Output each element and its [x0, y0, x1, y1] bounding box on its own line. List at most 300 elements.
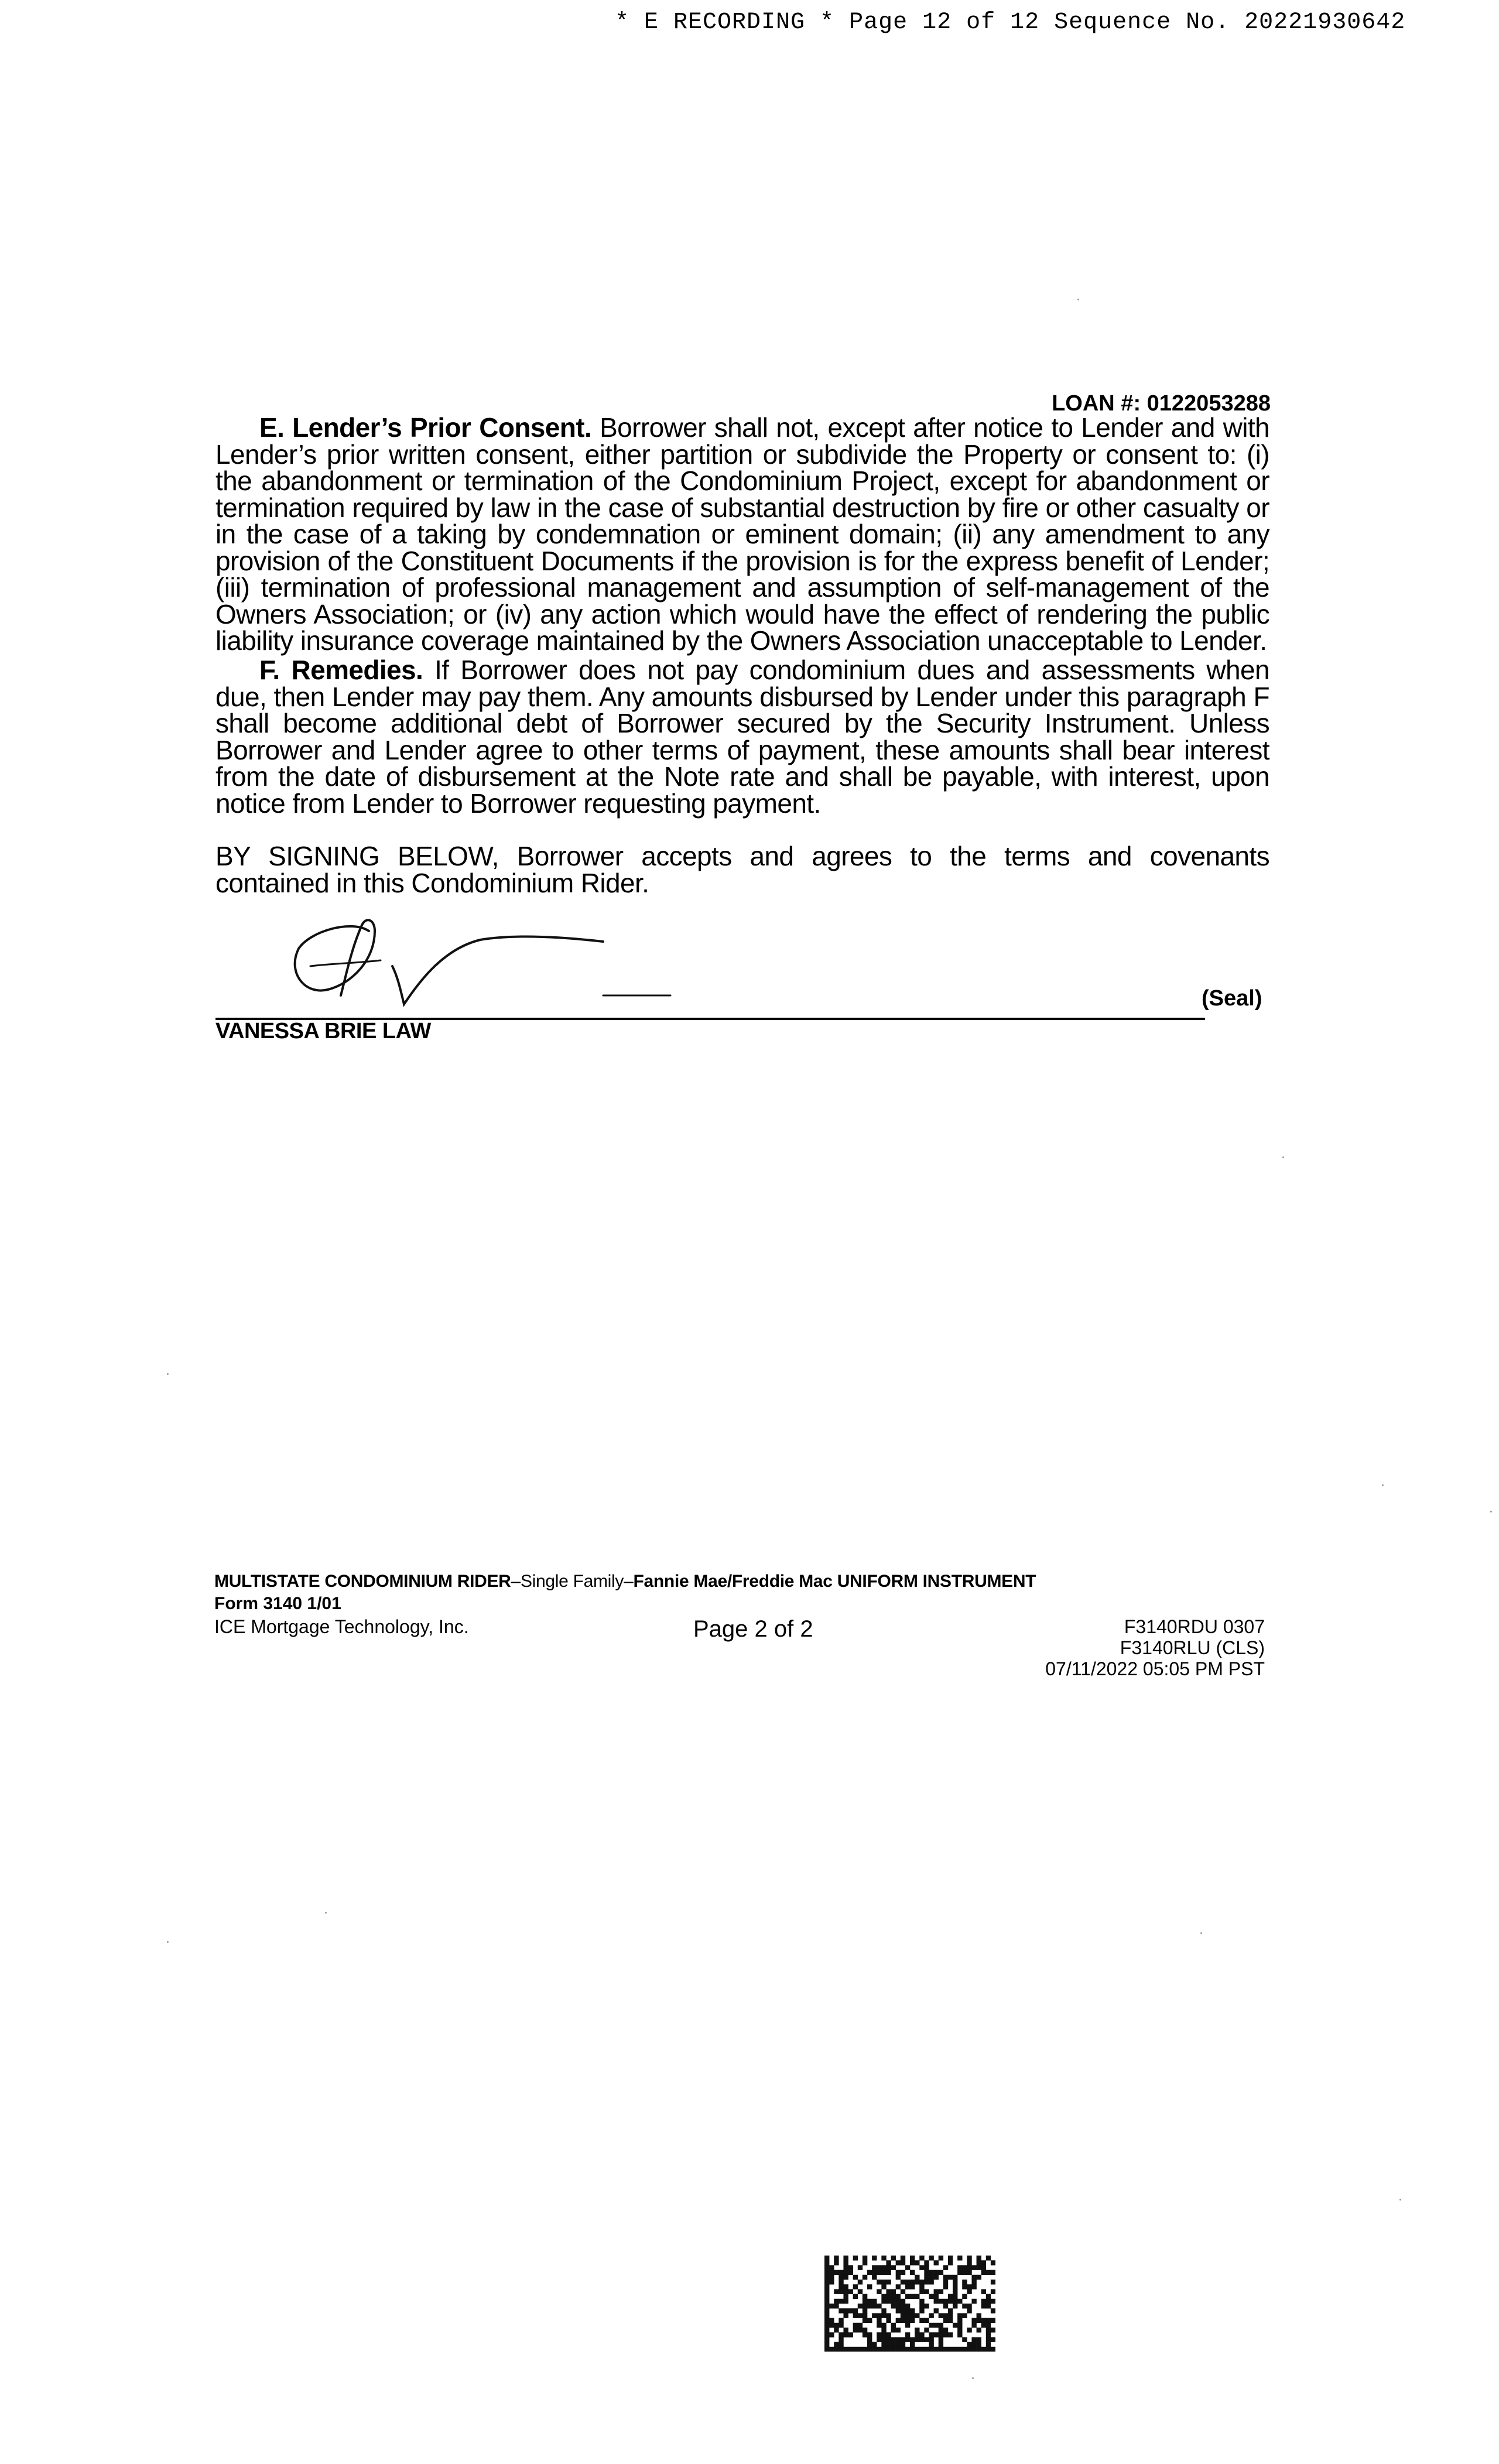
barcode-module — [991, 2328, 995, 2333]
barcode-module — [824, 2342, 829, 2347]
barcode-module — [867, 2270, 872, 2275]
barcode-module — [971, 2275, 976, 2280]
barcode-module — [886, 2342, 891, 2347]
barcode-module — [896, 2318, 901, 2323]
barcode-module — [867, 2318, 872, 2323]
barcode-module — [839, 2289, 843, 2294]
barcode-module — [948, 2313, 953, 2318]
barcode-module — [867, 2299, 872, 2304]
barcode-module — [886, 2265, 891, 2270]
barcode-module — [971, 2337, 976, 2342]
footer-timestamp: 07/11/2022 05:05 PM PST — [1045, 1658, 1265, 1679]
barcode-module — [843, 2294, 848, 2299]
barcode-module — [948, 2294, 953, 2299]
barcode-module — [948, 2299, 953, 2304]
barcode-module — [853, 2275, 858, 2280]
barcode-module — [886, 2294, 891, 2299]
seal-label: (Seal) — [1202, 986, 1262, 1011]
barcode-module — [915, 2337, 919, 2342]
barcode-module — [824, 2304, 829, 2309]
barcode-module — [967, 2270, 971, 2275]
barcode-module — [863, 2313, 867, 2318]
barcode-module — [829, 2323, 834, 2328]
barcode-module — [991, 2270, 995, 2275]
barcode-module — [981, 2318, 986, 2323]
barcode-module — [843, 2265, 848, 2270]
barcode-module — [891, 2294, 896, 2299]
barcode-module — [977, 2260, 981, 2265]
barcode-module — [986, 2318, 991, 2323]
barcode-module — [896, 2337, 901, 2342]
barcode-module — [896, 2275, 901, 2280]
barcode-module — [901, 2318, 905, 2323]
barcode-module — [943, 2313, 948, 2318]
barcode-module — [986, 2299, 991, 2304]
barcode-module — [981, 2299, 986, 2304]
barcode-module — [858, 2328, 863, 2333]
barcode-module — [853, 2284, 858, 2290]
barcode-module — [863, 2275, 867, 2280]
barcode-module — [877, 2304, 881, 2309]
barcode-module — [891, 2289, 896, 2294]
barcode-module — [824, 2318, 829, 2323]
barcode-module — [848, 2289, 853, 2294]
barcode-module — [948, 2256, 953, 2261]
barcode-module — [957, 2318, 962, 2323]
barcode-module — [839, 2342, 843, 2347]
barcode-module — [853, 2308, 858, 2314]
barcode-module — [843, 2328, 848, 2333]
barcode-module — [977, 2265, 981, 2270]
barcode-module — [839, 2280, 843, 2285]
barcode-module — [953, 2284, 957, 2290]
barcode-module — [939, 2328, 943, 2333]
barcode-module — [834, 2256, 839, 2261]
barcode-module — [858, 2289, 863, 2294]
barcode-module — [901, 2260, 905, 2265]
barcode-module — [981, 2323, 986, 2328]
barcode-module — [824, 2280, 829, 2285]
barcode-module — [957, 2313, 962, 2318]
barcode-module — [934, 2347, 939, 2352]
barcode-module — [867, 2337, 872, 2342]
barcode-module — [939, 2332, 943, 2338]
barcode-module — [967, 2347, 971, 2352]
barcode-module — [948, 2308, 953, 2314]
barcode-module — [834, 2270, 839, 2275]
barcode-module — [863, 2299, 867, 2304]
barcode-module — [905, 2313, 910, 2318]
scan-speck — [325, 1912, 327, 1914]
barcode-module — [881, 2294, 886, 2299]
barcode-module — [824, 2328, 829, 2333]
barcode-module — [986, 2332, 991, 2338]
barcode-module — [981, 2304, 986, 2309]
barcode-module — [881, 2323, 886, 2328]
signing-statement — [215, 843, 1269, 896]
barcode-module — [839, 2323, 843, 2328]
barcode-module — [839, 2299, 843, 2304]
barcode-module — [919, 2337, 924, 2342]
barcode-module — [853, 2294, 858, 2299]
barcode-module — [953, 2294, 957, 2299]
barcode-module — [881, 2299, 886, 2304]
barcode-module — [824, 2260, 829, 2265]
barcode-module — [986, 2270, 991, 2275]
barcode-module — [991, 2280, 995, 2285]
barcode-module — [939, 2342, 943, 2347]
barcode-module — [839, 2347, 843, 2352]
footer-title-part-2: –Single Family– — [511, 1572, 634, 1591]
barcode-module — [843, 2256, 848, 2261]
barcode-module — [929, 2313, 933, 2318]
barcode-module — [962, 2280, 967, 2285]
barcode-module — [924, 2347, 929, 2352]
barcode-module — [934, 2332, 939, 2338]
barcode-module — [901, 2308, 905, 2314]
footer-form-number: Form 3140 1/01 — [214, 1594, 341, 1613]
barcode-module — [910, 2318, 915, 2323]
barcode-module — [919, 2304, 924, 2309]
barcode-module — [867, 2342, 872, 2347]
barcode-module — [881, 2332, 886, 2338]
barcode-module — [919, 2256, 924, 2261]
barcode-module — [967, 2308, 971, 2314]
section-e-body: Borrower shall not, except after notice to Lender and with Lender’s prior written consent, either partition or subdivide the Property or consent to: (i) the abandonment or termination of the Condominium Project, except for abandonment or termination required by law in the case of substantial destruction by fire or other casualty or in the case of a taking by condemnation or eminent domain; (ii) any amendment to any provision of the Constituent Documents if the provision is for the express benefit of Lender; (iii) termination of professional management and assumption of self-management of the Owners Association; or (iv) any action which would have the effect of rendering the public liability insurance coverage maintained by the Owners Association unacceptable to Lender. — [215, 412, 1270, 656]
barcode-module — [910, 2308, 915, 2314]
barcode-module — [886, 2260, 891, 2265]
datamatrix-barcode — [824, 2256, 995, 2352]
barcode-module — [977, 2313, 981, 2318]
barcode-module — [981, 2265, 986, 2270]
barcode-module — [957, 2256, 962, 2261]
barcode-module — [829, 2265, 834, 2270]
barcode-module — [872, 2275, 877, 2280]
barcode-module — [967, 2284, 971, 2290]
barcode-module — [872, 2270, 877, 2275]
barcode-module — [962, 2294, 967, 2299]
barcode-module — [919, 2289, 924, 2294]
barcode-module — [967, 2265, 971, 2270]
barcode-module — [863, 2328, 867, 2333]
barcode-module — [901, 2304, 905, 2309]
barcode-module — [915, 2332, 919, 2338]
footer-codes — [984, 1616, 1265, 1679]
barcode-module — [877, 2337, 881, 2342]
barcode-module — [824, 2308, 829, 2314]
loan-number: LOAN #: 0122053288 — [1052, 391, 1271, 416]
barcode-module — [957, 2332, 962, 2338]
barcode-module — [839, 2308, 843, 2314]
barcode-module — [910, 2342, 915, 2347]
barcode-module — [924, 2318, 929, 2323]
barcode-module — [886, 2289, 891, 2294]
barcode-module — [843, 2308, 848, 2314]
signer-name: VANESSA BRIE LAW — [215, 1019, 431, 1043]
barcode-module — [981, 2260, 986, 2265]
barcode-module — [957, 2265, 962, 2270]
barcode-module — [957, 2347, 962, 2352]
barcode-module — [943, 2275, 948, 2280]
barcode-module — [934, 2308, 939, 2314]
barcode-module — [943, 2284, 948, 2290]
barcode-module — [829, 2304, 834, 2309]
scan-speck — [1382, 1484, 1384, 1486]
barcode-module — [929, 2337, 933, 2342]
barcode-module — [881, 2265, 886, 2270]
barcode-module — [971, 2280, 976, 2285]
barcode-module — [943, 2328, 948, 2333]
barcode-module — [915, 2260, 919, 2265]
barcode-module — [962, 2337, 967, 2342]
barcode-module — [977, 2275, 981, 2280]
barcode-module — [910, 2347, 915, 2352]
barcode-module — [948, 2260, 953, 2265]
barcode-module — [943, 2299, 948, 2304]
barcode-module — [962, 2347, 967, 2352]
barcode-module — [863, 2304, 867, 2309]
barcode-module — [829, 2275, 834, 2280]
barcode-module — [896, 2294, 901, 2299]
barcode-module — [962, 2304, 967, 2309]
barcode-module — [877, 2318, 881, 2323]
barcode-module — [872, 2265, 877, 2270]
barcode-module — [896, 2270, 901, 2275]
barcode-module — [981, 2270, 986, 2275]
barcode-module — [957, 2323, 962, 2328]
barcode-module — [977, 2342, 981, 2347]
barcode-module — [853, 2313, 858, 2318]
scan-speck — [1399, 2199, 1401, 2201]
barcode-module — [901, 2256, 905, 2261]
barcode-module — [901, 2270, 905, 2275]
footer-title — [214, 1572, 1036, 1592]
barcode-module — [943, 2347, 948, 2352]
barcode-module — [962, 2284, 967, 2290]
barcode-module — [977, 2318, 981, 2323]
barcode-module — [886, 2332, 891, 2338]
barcode-module — [896, 2260, 901, 2265]
barcode-module — [867, 2332, 872, 2338]
barcode-module — [886, 2280, 891, 2285]
barcode-module — [953, 2275, 957, 2280]
barcode-module — [981, 2289, 986, 2294]
barcode-module — [881, 2280, 886, 2285]
barcode-module — [910, 2280, 915, 2285]
barcode-module — [957, 2328, 962, 2333]
scan-speck — [1490, 1511, 1492, 1512]
barcode-module — [929, 2347, 933, 2352]
barcode-module — [919, 2332, 924, 2338]
barcode-module — [886, 2337, 891, 2342]
barcode-module — [971, 2284, 976, 2290]
barcode-module — [967, 2260, 971, 2265]
barcode-module — [881, 2313, 886, 2318]
barcode-module — [896, 2284, 901, 2290]
barcode-module — [991, 2318, 995, 2323]
barcode-module — [872, 2299, 877, 2304]
barcode-module — [924, 2270, 929, 2275]
barcode-module — [924, 2337, 929, 2342]
barcode-module — [991, 2299, 995, 2304]
barcode-module — [905, 2308, 910, 2314]
barcode-module — [863, 2332, 867, 2338]
barcode-module — [910, 2260, 915, 2265]
barcode-module — [939, 2256, 943, 2261]
barcode-module — [919, 2265, 924, 2270]
barcode-module — [967, 2256, 971, 2261]
barcode-module — [929, 2275, 933, 2280]
barcode-module — [943, 2318, 948, 2323]
barcode-module — [939, 2299, 943, 2304]
barcode-module — [919, 2280, 924, 2285]
barcode-module — [891, 2337, 896, 2342]
barcode-module — [924, 2275, 929, 2280]
barcode-module — [839, 2337, 843, 2342]
barcode-module — [943, 2304, 948, 2309]
barcode-module — [891, 2328, 896, 2333]
barcode-module — [843, 2275, 848, 2280]
barcode-module — [967, 2328, 971, 2333]
barcode-module — [877, 2265, 881, 2270]
barcode-module — [939, 2289, 943, 2294]
barcode-module — [877, 2270, 881, 2275]
barcode-module — [939, 2347, 943, 2352]
barcode-module — [829, 2280, 834, 2285]
barcode-module — [948, 2318, 953, 2323]
barcode-module — [919, 2318, 924, 2323]
section-f-heading: F. Remedies. — [259, 655, 423, 685]
barcode-module — [991, 2347, 995, 2352]
barcode-module — [848, 2332, 853, 2338]
barcode-module — [905, 2294, 910, 2299]
barcode-module — [881, 2347, 886, 2352]
barcode-module — [967, 2304, 971, 2309]
barcode-module — [872, 2347, 877, 2352]
barcode-module — [896, 2304, 901, 2309]
barcode-module — [905, 2337, 910, 2342]
barcode-module — [853, 2323, 858, 2328]
scan-speck — [1282, 1156, 1284, 1158]
barcode-module — [843, 2332, 848, 2338]
barcode-module — [853, 2256, 858, 2261]
barcode-module — [824, 2275, 829, 2280]
barcode-module — [929, 2256, 933, 2261]
barcode-module — [905, 2284, 910, 2290]
barcode-module — [919, 2284, 924, 2290]
barcode-module — [901, 2280, 905, 2285]
barcode-module — [915, 2328, 919, 2333]
barcode-module — [896, 2342, 901, 2347]
barcode-module — [858, 2347, 863, 2352]
barcode-module — [943, 2280, 948, 2285]
barcode-module — [915, 2275, 919, 2280]
barcode-module — [824, 2256, 829, 2261]
barcode-module — [829, 2332, 834, 2338]
barcode-module — [877, 2280, 881, 2285]
footer-code-1: F3140RDU 0307 — [1124, 1616, 1265, 1637]
barcode-module — [901, 2342, 905, 2347]
barcode-module — [834, 2289, 839, 2294]
barcode-module — [986, 2328, 991, 2333]
barcode-module — [843, 2347, 848, 2352]
barcode-module — [858, 2280, 863, 2285]
barcode-module — [962, 2270, 967, 2275]
footer-company: ICE Mortgage Technology, Inc. — [214, 1616, 469, 1637]
barcode-module — [891, 2299, 896, 2304]
barcode-module — [877, 2347, 881, 2352]
barcode-module — [863, 2318, 867, 2323]
scan-speck — [1077, 299, 1079, 300]
barcode-module — [971, 2318, 976, 2323]
barcode-module — [953, 2289, 957, 2294]
barcode-module — [971, 2299, 976, 2304]
signature-graphic — [287, 908, 685, 1013]
barcode-module — [948, 2347, 953, 2352]
section-f — [215, 657, 1269, 817]
scan-speck — [167, 1941, 169, 1943]
barcode-module — [896, 2328, 901, 2333]
barcode-module — [834, 2304, 839, 2309]
barcode-module — [939, 2323, 943, 2328]
barcode-module — [977, 2256, 981, 2261]
barcode-module — [843, 2284, 848, 2290]
barcode-module — [971, 2347, 976, 2352]
barcode-module — [839, 2270, 843, 2275]
barcode-module — [934, 2299, 939, 2304]
barcode-module — [977, 2347, 981, 2352]
section-e — [215, 412, 1270, 656]
barcode-module — [986, 2323, 991, 2328]
barcode-module — [824, 2323, 829, 2328]
barcode-module — [986, 2304, 991, 2309]
barcode-module — [858, 2304, 863, 2309]
barcode-module — [824, 2294, 829, 2299]
section-f-body: If Borrower does not pay condominium dues and assessments when due, then Lender may pay them. Any amounts disbursed by Lender under this paragraph F shall become additional debt of Borrower secured by the Security Instrument. Unless Borrower and Lender agree to other terms of payment, these amounts shall bear interest from the date of disbursement at the Note rate and shall be payable, with interest, upon notice from Lender to Borrower requesting payment. — [215, 655, 1269, 819]
barcode-module — [858, 2265, 863, 2270]
barcode-module — [881, 2342, 886, 2347]
barcode-module — [829, 2270, 834, 2275]
barcode-module — [824, 2265, 829, 2270]
recording-header: * E RECORDING * Page 12 of 12 Sequence No. 20221930642 — [615, 9, 1406, 36]
barcode-module — [924, 2304, 929, 2309]
barcode-module — [962, 2265, 967, 2270]
barcode-module — [896, 2299, 901, 2304]
barcode-module — [971, 2323, 976, 2328]
barcode-module — [834, 2299, 839, 2304]
barcode-module — [867, 2284, 872, 2290]
barcode-module — [957, 2270, 962, 2275]
barcode-module — [943, 2265, 948, 2270]
barcode-module — [863, 2256, 867, 2261]
barcode-module — [905, 2332, 910, 2338]
barcode-module — [877, 2289, 881, 2294]
barcode-module — [839, 2275, 843, 2280]
barcode-module — [886, 2299, 891, 2304]
scan-speck — [972, 2377, 974, 2379]
barcode-module — [848, 2270, 853, 2275]
barcode-module — [986, 2347, 991, 2352]
barcode-module — [867, 2304, 872, 2309]
signing-statement-text: BY SIGNING BELOW, Borrower accepts and agrees to the terms and covenants contained in this Condominium Rider. — [215, 841, 1269, 898]
barcode-module — [971, 2265, 976, 2270]
barcode-module — [934, 2294, 939, 2299]
barcode-module — [886, 2313, 891, 2318]
barcode-module — [901, 2337, 905, 2342]
barcode-module — [919, 2308, 924, 2314]
barcode-module — [881, 2308, 886, 2314]
barcode-module — [834, 2347, 839, 2352]
